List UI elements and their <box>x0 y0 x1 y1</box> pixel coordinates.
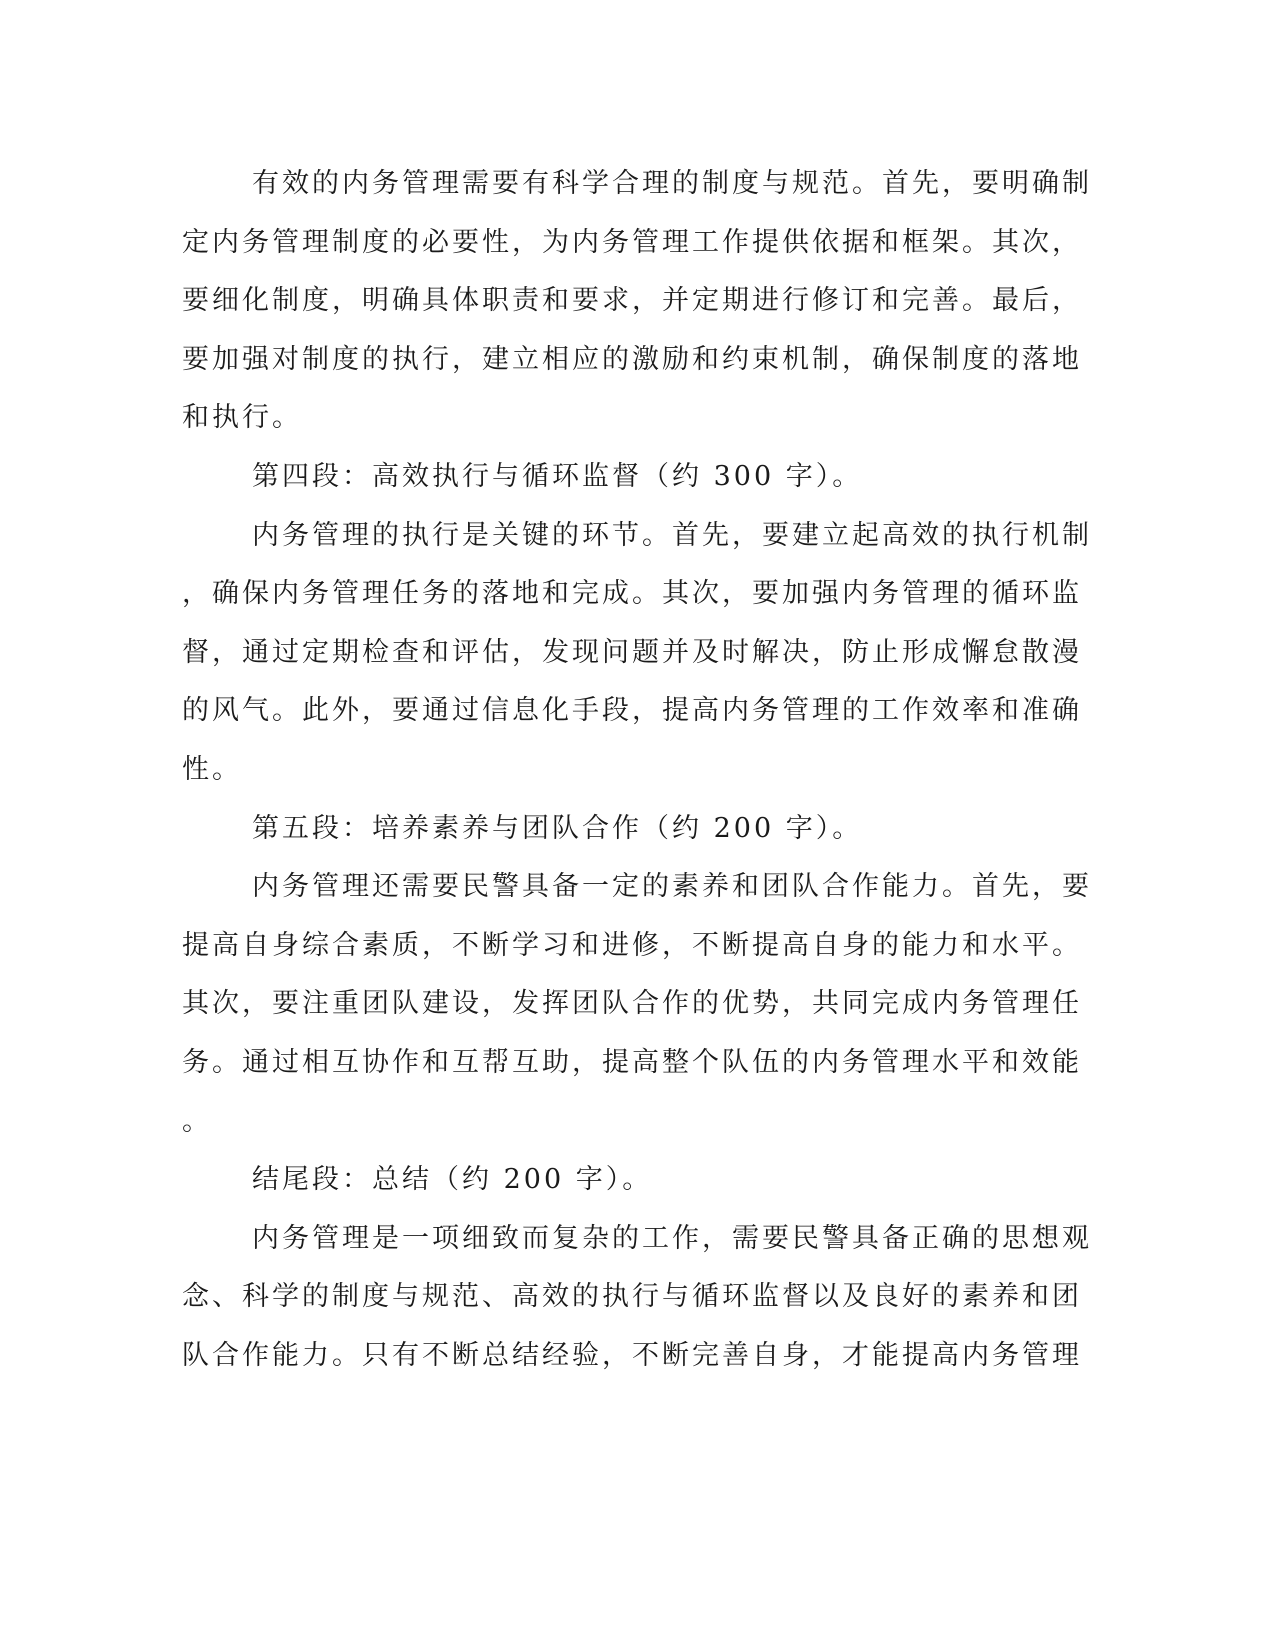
text-line: 。 <box>182 1105 212 1137</box>
text-line: 务。通过相互协作和互帮互助，提高整个队伍的内务管理水平和效能 <box>182 1046 1082 1078</box>
section-heading: 第五段：培养素养与团队合作（约 200 字）。 <box>252 812 863 844</box>
text-line: 提高自身综合素质，不断学习和进修，不断提高自身的能力和水平。 <box>182 929 1082 961</box>
section-heading: 第四段：高效执行与循环监督（约 300 字）。 <box>252 460 863 492</box>
text-line: 要细化制度，明确具体职责和要求，并定期进行修订和完善。最后， <box>182 285 1082 317</box>
text-line: 督，通过定期检查和评估，发现问题并及时解决，防止形成懈怠散漫 <box>182 636 1082 668</box>
text-line: 和执行。 <box>182 402 302 434</box>
text-line: 念、科学的制度与规范、高效的执行与循环监督以及良好的素养和团 <box>182 1281 1082 1313</box>
text-line: 定内务管理制度的必要性，为内务管理工作提供依据和框架。其次， <box>182 226 1082 258</box>
text-line: 的风气。此外，要通过信息化手段，提高内务管理的工作效率和准确 <box>182 695 1082 727</box>
text-line: 其次，要注重团队建设，发挥团队合作的优势，共同完成内务管理任 <box>182 988 1082 1020</box>
document-body <box>182 155 1092 1385</box>
text-line: 内务管理的执行是关键的环节。首先，要建立起高效的执行机制 <box>252 519 1092 551</box>
text-line: 性。 <box>182 753 242 785</box>
text-line: 内务管理还需要民警具备一定的素养和团队合作能力。首先，要 <box>252 871 1092 903</box>
text-line: 内务管理是一项细致而复杂的工作，需要民警具备正确的思想观 <box>252 1222 1092 1254</box>
text-line: 有效的内务管理需要有科学合理的制度与规范。首先，要明确制 <box>252 168 1092 199</box>
text-line: ，确保内务管理任务的落地和完成。其次，要加强内务管理的循环监 <box>182 578 1082 610</box>
text-line: 要加强对制度的执行，建立相应的激励和约束机制，确保制度的落地 <box>182 343 1082 375</box>
text-line: 队合作能力。只有不断总结经验，不断完善自身，才能提高内务管理 <box>182 1339 1082 1371</box>
section-heading: 结尾段：总结（约 200 字）。 <box>252 1164 653 1196</box>
